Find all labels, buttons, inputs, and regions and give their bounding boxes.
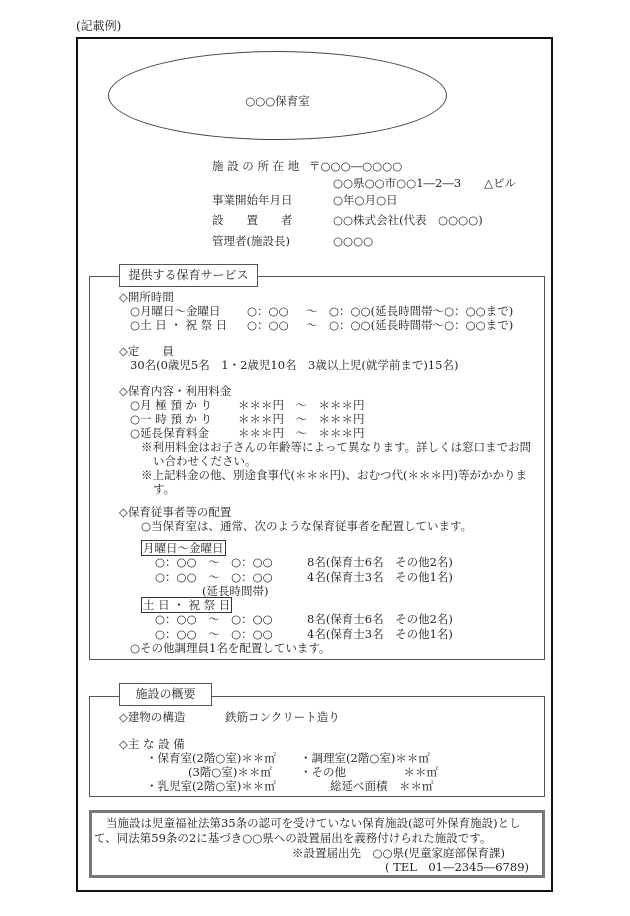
postal-code: 〒○○○―○○○○ — [309, 159, 403, 173]
room-other: ・その他 ＊＊㎡ — [300, 765, 438, 779]
weekend-row-2-count: 4名(保育士3名 その他1名) — [307, 627, 453, 641]
fee-monthly-label: ○月 極 預 か り — [130, 398, 213, 412]
manager-label: 管理者(施設長) — [212, 234, 290, 248]
hours-weekend-to: ～ ○：○○(延長時間帯～○：○○まで) — [306, 318, 514, 332]
weekend-row-1-time: ○：○○ ～ ○：○○ — [155, 612, 273, 626]
notice-line-2: て、同法第59条の2に基づき○○県への設置届出を義務付けられた施設です。 — [94, 831, 492, 845]
weekend-row-1-count: 8名(保育士6名 その他2名) — [307, 612, 453, 626]
cook-note: ○その他調理員1名を配置しています。 — [130, 641, 331, 655]
fee-monthly-range: ＊＊＊円 ～ ＊＊＊円 — [238, 398, 365, 412]
weekday-row-2-count: 4名(保育士3名 その他1名) — [307, 570, 453, 584]
manager-value: ○○○○ — [333, 234, 374, 248]
fee-extended-label: ○延長保育料金 — [130, 426, 210, 440]
fee-note-2-cont: す。 — [153, 482, 176, 496]
facility-name-ellipse — [108, 51, 447, 140]
extended-note: (延長時間帯) — [202, 584, 269, 598]
notice-phone: ( TEL 01―2345―6789) — [385, 860, 529, 874]
room-nursery-3f: (3階○室)＊＊㎡ — [188, 765, 272, 779]
capacity-text: 30名(0歳児5名 1・2歳児10名 3歳以上児(就学前まで)15名) — [130, 358, 459, 372]
staff-intro: ○当保育室は、通常、次のような保育従事者を配置しています。 — [141, 519, 473, 533]
notice-filing-office: ※設置届出先 ○○県(児童家庭部保育課) — [292, 846, 506, 860]
room-nursery-2f: ・保育室(2階○室)＊＊㎡ — [146, 751, 276, 765]
weekday-row-2-time: ○：○○ ～ ○：○○ — [155, 570, 273, 584]
hours-weekend-from: ○：○○ — [247, 318, 289, 332]
hours-weekday-days: ○月曜日～金曜日 — [130, 304, 221, 318]
hours-weekend-days: ○土 日 ・ 祝 祭 日 — [130, 318, 228, 332]
fee-note-2: ※上記料金の他、別途食事代(＊＊＊円)、おむつ代(＊＊＊円)等がかかりま — [141, 468, 527, 482]
structure-label: ◇建物の構造 — [119, 710, 186, 724]
fee-note-1: ※利用料金はお子さんの年齢等によって異なります。詳しくは窓口までお問 — [141, 440, 532, 454]
fee-extended-range: ＊＊＊円 ～ ＊＊＊円 — [238, 426, 365, 440]
total-floor-area: 総延べ面積 ＊＊㎡ — [330, 779, 434, 793]
weekday-row-1-count: 8名(保育士6名 その他2名) — [307, 555, 453, 569]
fees-heading: ◇保育内容・利用料金 — [119, 384, 232, 398]
structure-value: 鉄筋コンクリート造り — [225, 710, 340, 724]
hours-heading: ◇開所時間 — [119, 290, 174, 304]
staff-heading: ◇保育従事者等の配置 — [119, 505, 232, 519]
fee-temporary-label: ○一 時 預 か り — [130, 412, 213, 426]
equipment-heading: ◇主 な 設 備 — [119, 737, 185, 751]
founder-value: ○○株式会社(代表 ○○○○) — [333, 213, 483, 227]
weekend-label: 土 日 ・ 祝 祭 日 — [143, 598, 231, 612]
start-date-label: 事業開始年月日 — [212, 193, 293, 207]
address: ○○県○○市○○1―2―3 △ビル — [333, 176, 516, 190]
example-label: (記載例) — [76, 19, 122, 33]
weekday-label: 月曜日～金曜日 — [143, 541, 224, 555]
hours-weekday-to: ～ ○：○○(延長時間帯～○：○○まで) — [306, 304, 514, 318]
room-kitchen: ・調理室(2階○室)＊＊㎡ — [300, 751, 430, 765]
facility-tab: 施設の概要 — [119, 683, 212, 706]
hours-weekday-from: ○：○○ — [247, 304, 289, 318]
capacity-heading: ◇定 員 — [119, 344, 174, 358]
services-tab: 提供する保育サービス — [119, 264, 258, 287]
start-date-value: ○年○月○日 — [333, 193, 398, 207]
room-infant: ・乳児室(2階○室)＊＊㎡ — [146, 779, 276, 793]
facility-name: ○○○保育室 — [245, 94, 310, 108]
fee-note-1-cont: い合わせください。 — [153, 454, 257, 468]
location-label: 施 設 の 所 在 地 — [212, 159, 300, 173]
fee-temporary-range: ＊＊＊円 ～ ＊＊＊円 — [238, 412, 365, 426]
weekend-row-2-time: ○：○○ ～ ○：○○ — [155, 627, 273, 641]
weekday-row-1-time: ○：○○ ～ ○：○○ — [155, 555, 273, 569]
founder-label: 設 置 者 — [212, 213, 293, 227]
notice-line-1: 当施設は児童福祉法第35条の認可を受けていない保育施設(認可外保育施設)とし — [106, 816, 521, 830]
